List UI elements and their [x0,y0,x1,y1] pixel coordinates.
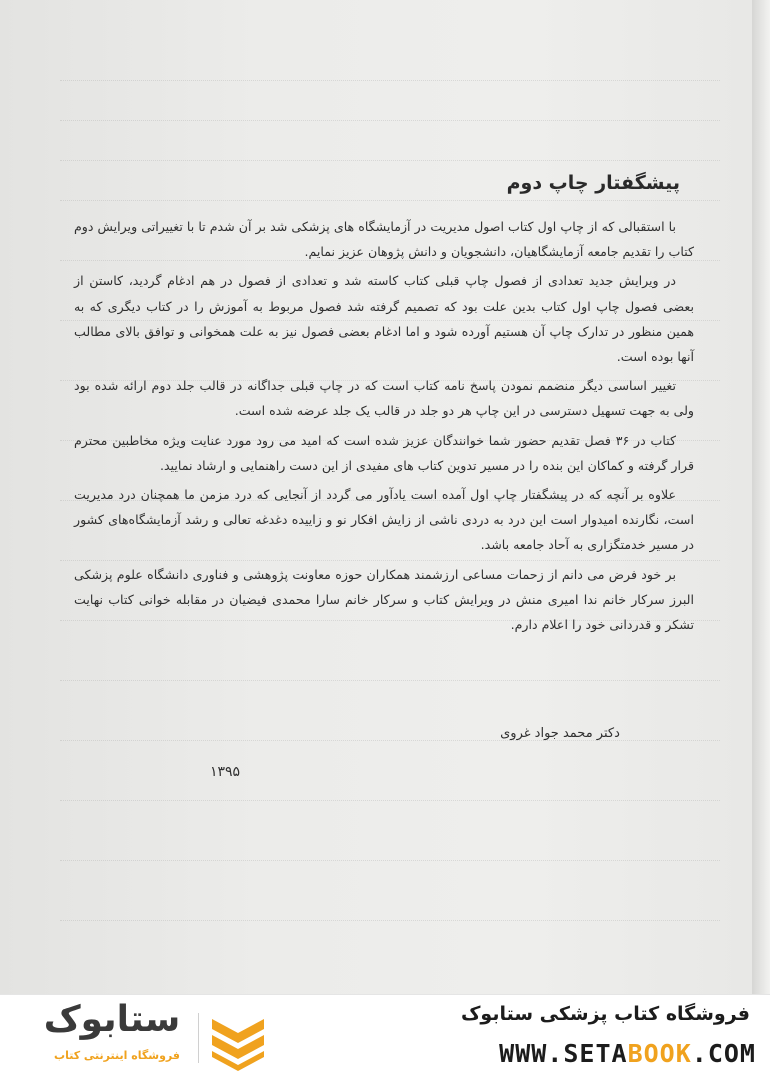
chevron-book-icon [208,1011,268,1071]
page-heading: پیشگفتار چاپ دوم [506,172,680,194]
paragraph: در ویرایش جدید تعدادی از فصول چاپ قبلی کتاب کاسته شد و تعدادی از فصول در هم ادغام گردید، کاستن از بعضی فصول چاپ اول کتاب بدین علت بود که تصمیم گرفته شد فصول مربوط به آموزش را در کتاب دیگری که به همین منظور در تدارک چاپ آن هستیم آورده شود و اما ادغام بعضی فصول نیز به علت همخوانی و توافق بالای مطالب آنها بوده است. [74,273,694,365]
url-accent: BOOK [627,1039,692,1068]
store-name: فروشگاه کتاب پزشکی ستابوک [460,1003,750,1025]
publication-year: ۱۳۹۵ [209,764,241,780]
store-url-link[interactable] [499,1039,756,1068]
store-logo[interactable] [28,1001,328,1075]
logo-wordmark: ستابوک [43,999,181,1040]
url-suffix: .COM [691,1039,756,1068]
page-edge [752,0,770,994]
logo-divider [198,1013,199,1063]
paragraph: با استقبالی که از چاپ اول کتاب اصول مدیریت در آزمایشگاه های پزشکی شد بر آن شدم تا با تغییراتی ویرایش دوم کتاب را تقدیم جامعه آزمایشگاهیان، دانشجویان و دانش پژوهان عزیز نمایم. [74,219,694,260]
paragraph: تغییر اساسی دیگر منضمم نمودن پاسخ نامه کتاب است که در چاپ قبلی جداگانه در قالب جلد دوم ارائه شده بود ولی به جهت تسهیل دسترسی در این چاپ هر دو جلد در قالب یک جلد عرضه شده است. [74,378,694,419]
author-signature: دکتر محمد جواد غروی [500,726,620,741]
logo-tagline: فروشگاه اینترنتی کتاب [54,1049,180,1062]
paragraph: علاوه بر آنچه که در پیشگفتار چاپ اول آمده است یادآور می گردد از آنجایی که درد مزمن ما همچنان درد مدیریت است، نگارنده امیدوار است این درد به دردی ناشی از زایش افکار نو و زاییده دغدغه تعالی و رشد آزمایشگاه‌های کشور در مسیر خدمتگزاری به آحاد جامعه باشد. [74,487,694,553]
store-footer-banner [0,994,770,1081]
paragraph: بر خود فرض می دانم از زحمات مساعی ارزشمند همکاران حوزه معاونت پژوهشی و فناوری دانشگاه علوم پزشکی البرز سرکار خانم ندا امیری منش در ویرایش کتاب و سرکار خانم سارا محمدی فیضیان در مقابله خوانی کتاب نهایت تشکر و قدردانی خود را اعلام دارم. [74,566,694,633]
paragraph: کتاب در ۳۶ فصل تقدیم حضور شما خوانندگان عزیز شده است که امید می رود مورد عنایت ویژه مخاطبین محترم قرار گرفته و کماکان این بنده را در مسیر تدوین کتاب های مفیدی از این دست راهنمایی و ارشاد نمایید. [74,432,694,473]
url-prefix: WWW.SETA [499,1039,628,1068]
preface-body [74,214,694,641]
